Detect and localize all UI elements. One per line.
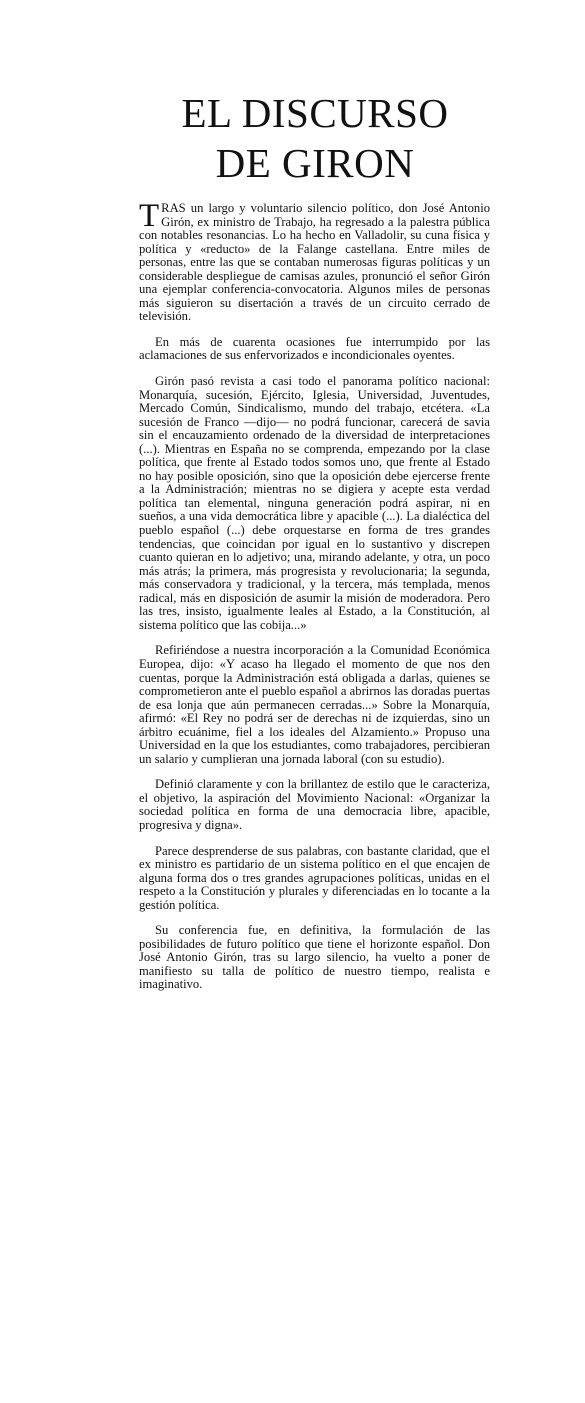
article-paragraph-6: Parece desprenderse de sus palabras, con bastante claridad, que el ex ministro es partidario de un sistema político en el que encajen de alguna forma dos o tres grandes agrupaciones políticas, unidas en el respeto a la Constitución y plurales y diferenciadas en lo tocante a la gestión política.	[139, 843, 490, 912]
headline-line-2: DE GIRON	[215, 140, 415, 186]
article-paragraph-1-text: RAS un largo y voluntario silencio político, don José Antonio Girón, ex ministro de Trabajo, ha regresado a la palestra pública con notables resonancias. Lo ha hecho en Valladolir, su cuna física y política y «reducto» de la Falange castellana. Entre miles de personas, entre las que se contaban numerosas figuras políticas y un considerable despliegue de camisas azules, pronunció el señor Girón una ejemplar conferencia-convocatoria. Algunos miles de personas más siguieron su disertación a través de un circuito cerrado de televisión.	[139, 201, 490, 324]
article-paragraph-3: Girón pasó revista a casi todo el panorama político nacional: Monarquía, sucesión, Ejército, Iglesia, Universidad, Juventudes, Mercado Común, Sindicalismo, mundo del trabajo, etcétera. «La sucesión de Franco —dijo— no podrá funcionar, carecerá de savia sin el encauzamiento ordenado de la diversidad de interpretaciones (...). Mientras en España no se comprenda, empezando por la clase política, que frente al Estado todos somos uno, que frente al Estado no hay posible oposición, sino que la oposición debe ejercerse frente a la Administración; mientras no se digiera y acepte esta verdad política tan elemental, ninguna generación podrá aspirar, ni en sueños, a una vida democrática libre y apacible (...). La dialéctica del pueblo español (...) debe orquestarse en forma de tres grandes tendencias, que coincidan por igual en lo sustantivo y discrepen cuanto quieran en lo adjetivo; una, mirando adelante, y otra, un poco más atrás; la primera, más progresista y revolucionaria; la segunda, más conservadora y tradicional, y la tercera, más templada, menos radical, más en disposición de asumir la misión de moderadora. Pero las tres, insisto, igualmente leales al Estado, a la Constitución, al sistema político que las cobija...»	[139, 374, 490, 632]
drop-cap: T	[139, 198, 160, 234]
article-body	[139, 198, 490, 1004]
article-paragraph-5: Definió claramente y con la brillantez de estilo que le caracteriza, el objetivo, la aspiración del Movimiento Nacional: «Organizar la sociedad política en forma de una democracia libre, apacible, progresiva y digna».	[139, 777, 490, 832]
article-paragraph-4: Refiriéndose a nuestra incorporación a la Comunidad Económica Europea, dijo: «Y acaso ha llegado el momento de que nos den cuentas, porque la Administración está obligada a darlas, quienes se comprometieron ante el pueblo español a abrirnos las doradas puertas de esa lonja que aún permanecen cerradas...» Sobre la Monarquía, afirmó: «El Rey no podrá ser de derechas ni de izquierdas, sino un árbitro ecuánime, fiel a los ideales del Alzamiento.» Propuso una Universidad en la que los estudiantes, como trabajadores, percibieran un salario y cumplieran una jornada laboral (con su estudio).	[139, 643, 490, 766]
article-paragraph-7: Su conferencia fue, en definitiva, la formulación de las posibilidades de futuro político que tiene el horizonte español. Don José Antonio Girón, tras su largo silencio, ha vuelto a poner de manifiesto su talla de político de nuestro tiempo, realista e imaginativo.	[139, 923, 490, 992]
headline	[140, 88, 490, 188]
headline-line-1: EL DISCURSO	[181, 90, 449, 136]
article-paragraph-2: En más de cuarenta ocasiones fue interrumpido por las aclamaciones de sus enfervorizados e incondicionales oyentes.	[139, 334, 490, 363]
article-paragraph-1	[139, 198, 490, 324]
